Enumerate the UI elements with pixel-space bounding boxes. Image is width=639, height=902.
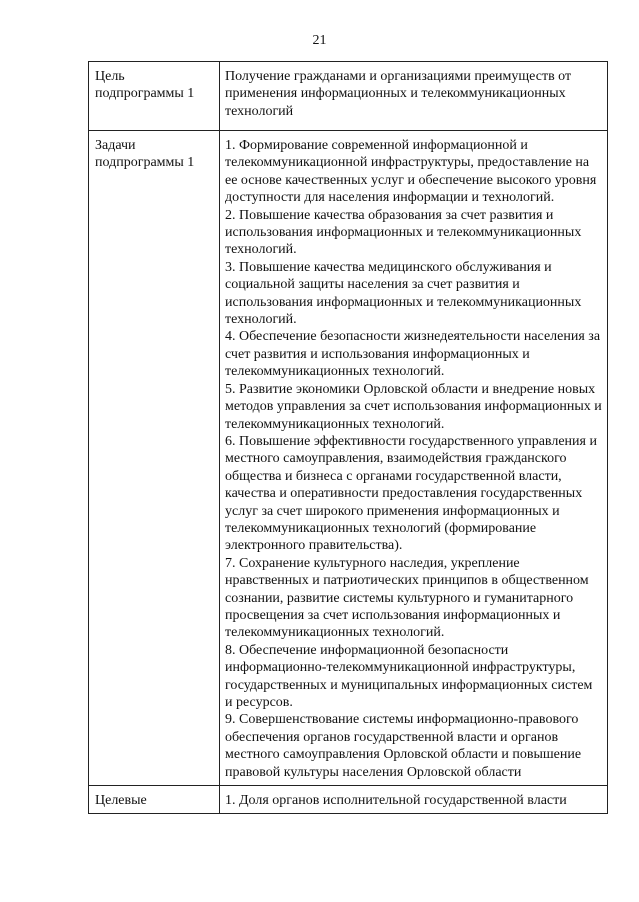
table-row-goal — [89, 62, 608, 131]
task-item-9: 9. Совершенствование системы информационно-правового обеспечения органов государственной власти и органов местного самоуправления Орловской области и повышение правовой культуры населения Орловской области — [225, 712, 582, 780]
task-item-8: 8. Обеспечение информационной безопасности информационно-телекоммуникационной инфраструктуры, государственных и муниципальных информационных систем и ресурсов. — [225, 642, 593, 710]
task-item-5: 5. Развитие экономики Орловской области и внедрение новых методов управления за счет использования информационных и телекоммуникационных технологий. — [225, 381, 602, 432]
targets-label: Целевые — [89, 786, 220, 814]
task-item-6: 6. Повышение эффективности государственного управления и местного самоуправления, взаимодействия гражданского общества и бизнеса с органами государственной власти, качества и оперативности предоставления государственных услуг за счет широкого применения информационных и телекоммуникационных технологий (формирование электронного правительства). — [225, 433, 597, 554]
goal-text: Получение гражданами и организациями преимуществ от применения информационных и телекоммуникационных технологий — [220, 62, 608, 131]
task-item-2: 2. Повышение качества образования за счет развития и использования информационных и телекоммуникационных технологий. — [225, 207, 582, 258]
task-item-1: 1. Формирование современной информационной и телекоммуникационной инфраструктуры, предоставление на ее основе качественных услуг и обеспечение высокого уровня доступности для населения информации и технологий. — [225, 138, 597, 206]
task-item-7: 7. Сохранение культурного наследия, укрепление нравственных и патриотических принципов в общественном сознании, развитие системы культурного и гуманитарного просвещения за счет использования информационных и телекоммуникационных технологий. — [225, 555, 589, 641]
table-row-targets — [89, 786, 608, 814]
program-table — [88, 61, 608, 814]
targets-text: 1. Доля органов исполнительной государственной власти — [220, 786, 608, 814]
goal-label: Цель подпрограммы 1 — [89, 62, 220, 131]
tasks-list — [220, 131, 608, 786]
table-row-tasks — [89, 131, 608, 786]
task-item-3: 3. Повышение качества медицинского обслуживания и социальной защиты населения за счет развития и использования информационных и телекоммуникационных технологий. — [225, 259, 582, 328]
page-number: 21 — [312, 33, 327, 48]
tasks-label: Задачи подпрограммы 1 — [89, 131, 220, 786]
task-item-4: 4. Обеспечение безопасности жизнедеятельности населения за счет развития и использования информационных и телекоммуникационных технологий. — [225, 329, 601, 380]
